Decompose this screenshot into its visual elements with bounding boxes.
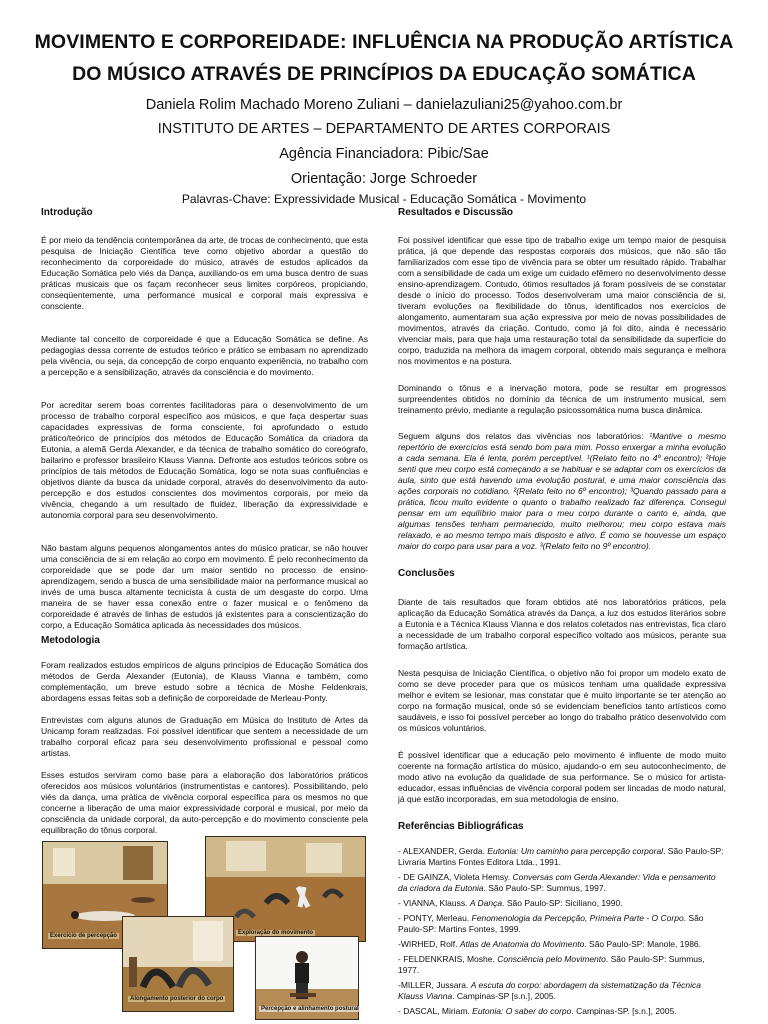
caption-posterior-stretch: Alongamento posterior do corpo <box>130 996 224 1002</box>
reference-author: - PONTY, Merleau. <box>398 913 472 923</box>
method-heading: Metodologia <box>41 635 100 646</box>
testimonial-2-ref: ²(Relato feito no 6º encontro); <box>513 486 628 496</box>
testimonial-3-ref: ³(Relato feito no 9º encontro). <box>539 541 652 551</box>
caption-movement-exploration: Exploração do movimento <box>238 930 314 936</box>
left-column <box>41 207 368 836</box>
reference-publisher: . Campinas-SP. [s.n.], 2005. <box>571 1006 677 1016</box>
references-heading: Referências Bibliográficas <box>398 821 524 832</box>
caption-postural-alignment: Percepção e alinhamento postural <box>261 1006 359 1012</box>
reference-author: -MILLER, Jussara. <box>398 980 471 990</box>
reference-item <box>398 1006 726 1017</box>
reference-title: Conversas com Gerda Alexander: Vida e pensamento da criadora da Eutonia <box>398 872 716 893</box>
conclusions-heading: Conclusões <box>398 568 455 579</box>
method-paragraph-1: Foram realizados estudos empíricos de alguns princípios de Educação Somática dos métodos de Gerda Alexander (Eutonia), de Klauss Vianna e também, como complementação, um breve estudo sobre a técnica de Moshe Feldenkrais, abordagens essas feitas sob a definição de corporeidade de Merleau-Ponty. <box>41 660 368 703</box>
reference-publisher: . São Paulo-SP: Livraria Martins Fontes Editora Ltda., 1991. <box>398 846 724 867</box>
author-line: Daniela Rolim Machado Moreno Zuliani – danielazuliani25@yahoo.com.br <box>145 97 623 113</box>
results-paragraph-2: Dominando o tônus e a inervação motora, pode se resultar em progressos surpreendentes obtidos no domínio da técnica de um instrumento musical, sem treinamento prévio, mediante a regulação psicossomática numa busca dinâmica. <box>398 383 726 415</box>
reference-title: A escuta do corpo: abordagem da sistematização da Técnica Klauss Vianna <box>398 980 702 1001</box>
right-column <box>398 207 726 1021</box>
intro-paragraph-4: Não bastam alguns pequenos alongamentos antes do músico praticar, se não houver uma consciência de si em relação ao corpo em movimento. É pelo reconhecimento da corporeidade que se pode dar um maior sentido no processo de ensino-aprendizagem, sendo a busca de uma sensibilidade maior na performance musical ao invés de uma busca altamente tecnicista à custa de um desgaste do corpo. Uma maneira de se haver essa conexão entre o fazer musical e o fenômeno da corporeidade é através de linhas de estudos já existentes para a conscientização do corpo, a Educação Somática aplicada às necessidades dos músicos. <box>41 543 368 630</box>
caption-exercise-perception: Exercício de percepção <box>50 933 118 939</box>
reference-title: Eutonia: O saber do corpo <box>472 1006 572 1016</box>
advisor-line: Orientação: Jorge Schroeder <box>290 171 478 187</box>
results-testimonials <box>398 431 726 552</box>
reference-author: - DASCAL, Miriam. <box>398 1006 473 1016</box>
reference-publisher: . Campinas-SP [s.n.], 2005. <box>452 991 556 1001</box>
reference-author: - DE GAINZA, Violeta Hemsy. <box>398 872 513 882</box>
references-list <box>398 846 726 1017</box>
reference-publisher: . São Paulo-SP: Martins Fontes, 1999. <box>398 913 704 934</box>
conclusions-paragraph-3: É possível identificar que a educação pelo movimento é influente de modo muito coerente na formação artística do músico, ajudando-o em seu autoconhecimento, de modo ativo na evolução da qualidade de sua performance. Se o músico for artista-educador, essas influências de vivência corporal podem ser lincadas de modo natural, já que estão incorporadas, em sua metodologia de ensino. <box>398 750 726 804</box>
reference-item <box>398 898 726 909</box>
reference-item <box>398 913 726 935</box>
reference-author: - VIANNA, Klauss. <box>398 898 470 908</box>
reference-author: -WIRHED, Rolf. <box>398 939 460 949</box>
reference-item <box>398 939 726 950</box>
testimonial-1-ref: ¹(Relato feito no 4º encontro); <box>586 453 703 463</box>
title-line-1: MOVIMENTO E CORPOREIDADE: INFLUÊNCIA NA PRODUÇÃO ARTÍSTICA <box>34 31 734 53</box>
reference-title: Atlas de Anatomia do Movimento <box>459 939 585 949</box>
reference-title: A Dança <box>469 898 503 908</box>
reference-title: Fenomenologia da Percepção, Primeira Parte - O Corpo <box>471 913 684 923</box>
testimonials-intro: Seguem alguns dos relatos das vivências nos laboratórios: <box>398 431 644 441</box>
reference-item <box>398 872 726 894</box>
testimonial-2: ²Hoje senti que meu corpo está começando a se habituar e se adaptar com os exercícios da aula, sinto que está havendo uma evolução postural, e uma maior consciência das ações corporais no cotidiano. <box>398 453 726 496</box>
reference-publisher: . São Paulo-SP: Summus, 1997. <box>483 883 606 893</box>
testimonial-3: ³Quando passado para a prática, ficou muito evidente o quanto o trabalho realizado faz diferença. Consegui pensar em um equilíbrio maior para o meu corpo durante o canto e, ainda, que algumas tensões tenham permanecido, muito melhorou; meu corpo estava mais relaxado, e ao mesmo tempo mais disposto e ativo. É como se houvesse um espaço maior do corpo para usar para a voz. <box>398 486 726 551</box>
intro-paragraph-2: Mediante tal conceito de corporeidade é que a Educação Somática se define. As pedagogias dessa corrente de estudos teórico e prático se embasam no aprendizado pela vivência, ou seja, da concepção de corpo enquanto experiência, no trabalho com a percepção e a sensibilização, através da consciência e do movimento. <box>41 334 368 377</box>
reference-title: Eutonia: Um caminho para percepção corporal <box>487 846 664 856</box>
reference-author: - ALEXANDER, Gerda. <box>398 846 488 856</box>
funding-line: Agência Financiadora: Pibic/Sae <box>279 146 489 162</box>
results-heading: Resultados e Discussão <box>398 207 514 218</box>
method-paragraph-3: Esses estudos serviram como base para a elaboração dos laboratórios práticos oferecidos aos músicos voluntários (instrumentistas e cantores). Possibilitando, pelo viés da dança, uma prática de vivência corporal específica para os mesmos no que concerne a liberação de uma maior expressividade corporal e musical, por meio da consciência da unidade corporal, da auto-percepção e do movimento consciente pela equilibração do tônus corporal. <box>41 770 368 835</box>
intro-heading: Introdução <box>41 207 93 218</box>
intro-paragraph-3: Por acreditar serem boas correntes facilitadoras para o desenvolvimento de um processo de trabalho corporal específico aos músicos, e que faça despertar suas capacidades expressivas de forma consciente, foi aprofundado o estudo prático/teórico de princípios dos métodos de Educação Somática da criadora da Eutonia, a alemã Gerda Alexander, e da técnica de trabalho somático do coreógrafo, bailarino e professor brasileiro Klauss Vianna. Defronte aos estudos teóricos sobre os princípios de tais métodos de Educação Somática, logo se nota suas confluências e objetivos diante da busca da unidade corporal, através do desenvolvimento da auto-percepção e dos estudos conscientes dos movimentos corporais, por meio da vivência, chegando a um resultado de fluidez, liberação da expressividade e autonomia corporal para seu desenvolvimento. <box>41 400 368 520</box>
reference-author: - FELDENKRAIS, Moshe. <box>398 954 498 964</box>
reference-publisher: . São Paulo-SP: Summus, 1977. <box>398 954 705 975</box>
reference-publisher: . São Paulo-SP: Siciliano, 1990. <box>502 898 623 908</box>
reference-publisher: . São Paulo-SP: Manole, 1986. <box>584 939 702 949</box>
reference-item <box>398 954 726 976</box>
results-paragraph-1: Foi possível identificar que esse tipo de trabalho exige um tempo maior de pesquisa prática, já que depende das respostas corporais dos músicos, que não são tão familiarizados com esse tipo de vivência para se obter um resultado rápido. Trabalhar com a sensibilidade de cada um exige um cuidado efêmero no desenvolvimento desse ensino-aprendizagem. Contudo, ótimos resultados já foram possíveis de se constatar desde o início do processo. Todos desenvolveram uma maior consciência de si, tiveram evoluções na flexibilidade do tônus, identificados nos exercícios de alongamento, aumentaram sua ação expressiva por meio de novas possibilidades de movimentos, através da criação. Contudo, como já foi dito, ainda é necessário vivenciar mais, para que haja uma restauração total da sensibilidade da superfície do corpo, traduzida na melhora da imagem corporal, obtendo mais segurança e melhora nos movimentos e na postura. <box>398 235 726 366</box>
intro-paragraph-1: É por meio da tendência contemporânea da arte, de trocas de conhecimento, que esta pesquisa de Iniciação Científica teve como objetivo abordar a questão do reconhecimento da corporeidade do músico, através de estudos aplicados da Educação Somática pelo viés da Dança, auxiliando-os em uma busca dentro de suas práticas musicais que os façam reconhecer seus limites corpóreos, propiciando, conseqüentemente, uma performance musical e corporal mais expressiva e consciente. <box>41 235 368 311</box>
reference-title: Consciência pelo Movimento <box>497 954 606 964</box>
conclusions-paragraph-1: Diante de tais resultados que foram obtidos até nos laboratórios práticos, pela aplicação da Educação Somática através da Dança, a luz dos estudos literários sobre a Eutonia e a Técnica Klauss Vianna e dos relatos coletados nas entrevistas, fica claro a necessidade de um trabalho corporal específico voltado aos músicos, perante sua formação artística. <box>398 597 726 651</box>
testimonial-1: ¹Mantive o mesmo repertório de exercícios está sendo bom para mim. Posso enxergar a minha evolução a cada semana. Ela é lenta, porém perceptível. <box>398 431 726 463</box>
method-paragraph-2: Entrevistas com alguns alunos de Graduação em Música do Instituto de Artes da Unicamp foram realizadas. Foi possível identificar que sentem a necessidade de um trabalho corporal eficaz para seu desenvolvimento profissional e pessoal como artistas. <box>41 715 368 758</box>
conclusions-paragraph-2: Nesta pesquisa de Iniciação Científica, o objetivo não foi propor um modelo exato de como se deve proceder para que os músicos tenham uma qualidade expressiva melhor e evitem se lesionar, mas constatar que é muito importante se ter atenção ao corpo na formação musical, onde só se evidenciam benefícios tanto artísticos como saudáveis, e isso foi possível perceber ao longo do trabalho prático desenvolvido com os músicos voluntários. <box>398 668 726 733</box>
institute-line: INSTITUTO DE ARTES – DEPARTAMENTO DE ARTES CORPORAIS <box>157 121 611 137</box>
reference-item <box>398 846 726 868</box>
title-line-2: DO MÚSICO ATRAVÉS DE PRINCÍPIOS DA EDUCAÇÃO SOMÁTICA <box>72 63 696 85</box>
keywords-line: Palavras-Chave: Expressividade Musical - Educação Somática - Movimento <box>181 192 587 206</box>
reference-item <box>398 980 726 1002</box>
